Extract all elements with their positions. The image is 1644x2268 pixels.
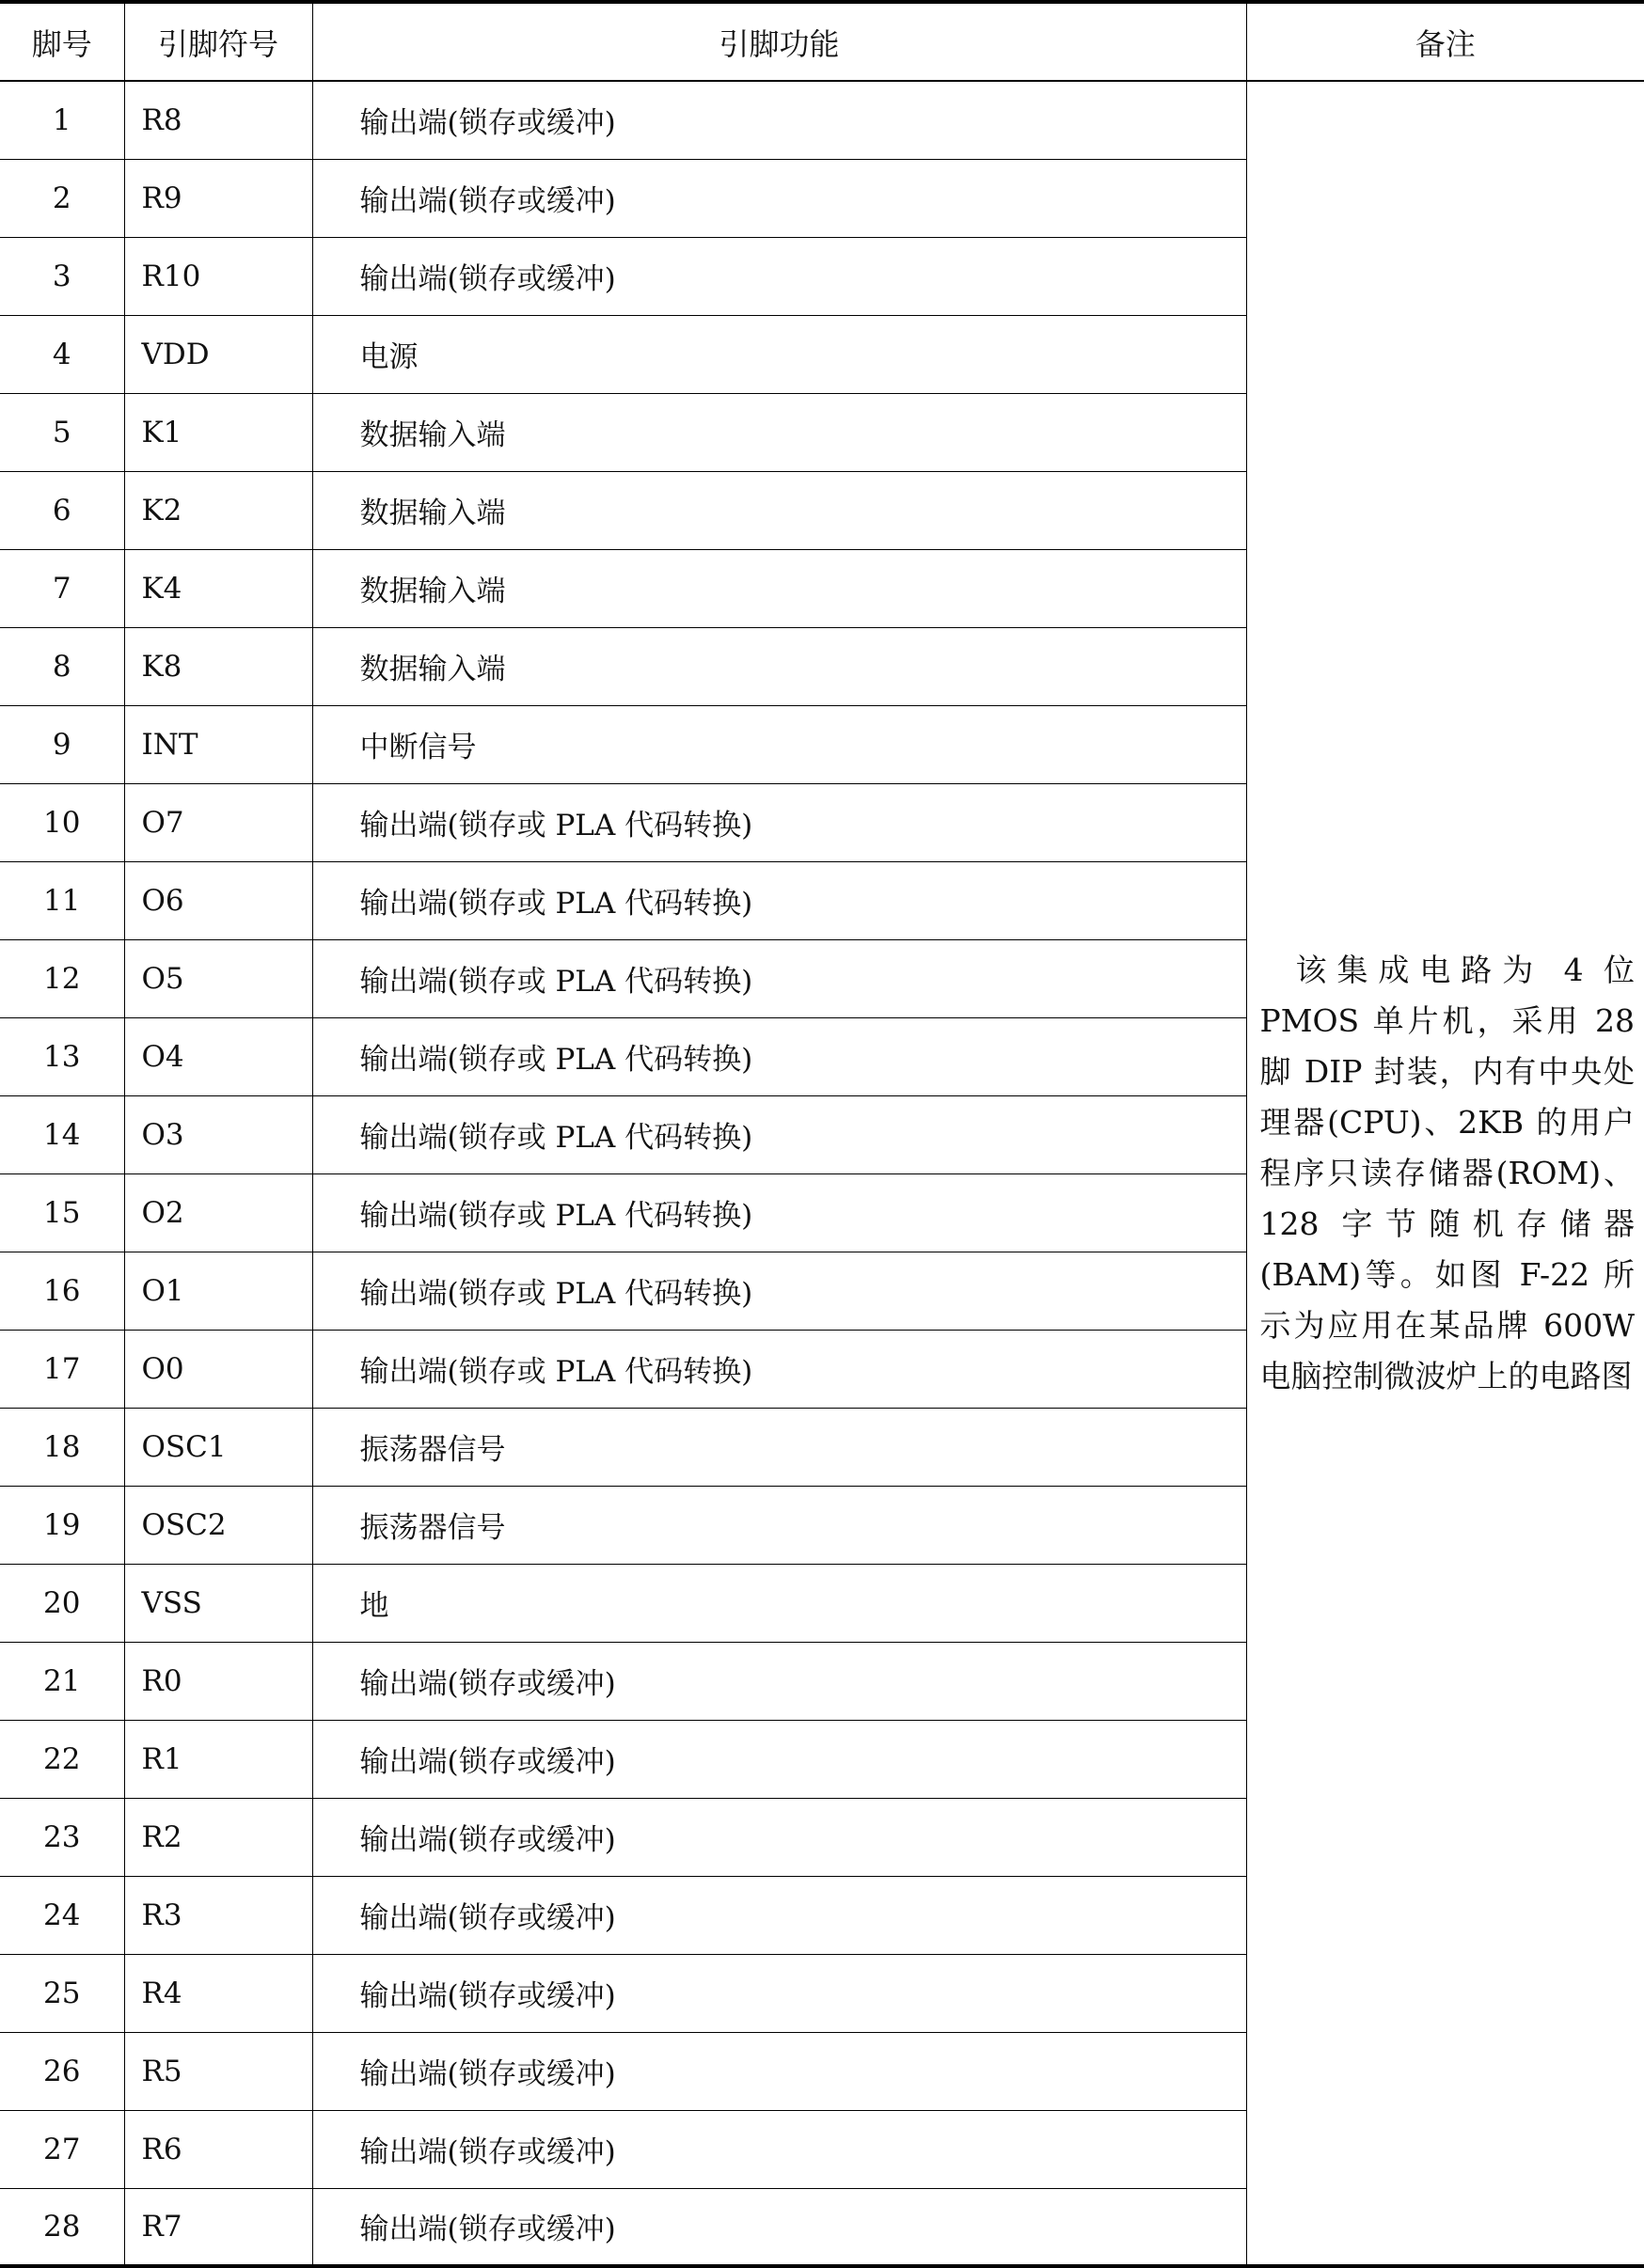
pin-symbol-cell: O1: [124, 1252, 312, 1330]
pin-function-cell: 输出端(锁存或缓冲): [312, 1798, 1246, 1876]
pin-function-cell: 振荡器信号: [312, 1486, 1246, 1564]
pin-function-cell: 电源: [312, 315, 1246, 393]
pin-symbol-cell: O2: [124, 1173, 312, 1252]
pin-function-cell: 输出端(锁存或缓冲): [312, 1876, 1246, 1954]
pin-number-cell: 7: [0, 549, 124, 627]
pin-symbol-cell: R3: [124, 1876, 312, 1954]
table-header: [0, 2, 1644, 81]
pin-function-cell: 输出端(锁存或 PLA 代码转换): [312, 939, 1246, 1017]
pin-symbol-cell: INT: [124, 705, 312, 783]
pin-number-cell: 6: [0, 471, 124, 549]
header-pin-symbol: 引脚符号: [124, 2, 312, 81]
pin-function-cell: 输出端(锁存或 PLA 代码转换): [312, 1173, 1246, 1252]
pin-number-cell: 22: [0, 1720, 124, 1798]
pin-function-cell: 输出端(锁存或缓冲): [312, 159, 1246, 237]
pin-symbol-cell: R7: [124, 2188, 312, 2266]
pin-symbol-cell: K4: [124, 549, 312, 627]
header-pin-function: 引脚功能: [312, 2, 1246, 81]
pin-number-cell: 20: [0, 1564, 124, 1642]
pin-number-cell: 26: [0, 2032, 124, 2110]
pin-function-cell: 中断信号: [312, 705, 1246, 783]
pin-function-cell: 输出端(锁存或 PLA 代码转换): [312, 1095, 1246, 1173]
pin-function-cell: 振荡器信号: [312, 1408, 1246, 1486]
pin-symbol-cell: R9: [124, 159, 312, 237]
pin-number-cell: 15: [0, 1173, 124, 1252]
pin-function-cell: 输出端(锁存或 PLA 代码转换): [312, 1330, 1246, 1408]
pin-number-cell: 10: [0, 783, 124, 861]
pin-symbol-cell: R8: [124, 81, 312, 159]
pin-symbol-cell: O5: [124, 939, 312, 1017]
pin-symbol-cell: R4: [124, 1954, 312, 2032]
header-note: 备注: [1246, 2, 1644, 81]
pin-symbol-cell: K1: [124, 393, 312, 471]
pin-symbol-cell: O7: [124, 783, 312, 861]
pin-function-cell: 输出端(锁存或缓冲): [312, 1720, 1246, 1798]
pin-symbol-cell: K2: [124, 471, 312, 549]
pin-number-cell: 4: [0, 315, 124, 393]
pin-symbol-cell: R10: [124, 237, 312, 315]
pin-symbol-cell: VSS: [124, 1564, 312, 1642]
pin-number-cell: 28: [0, 2188, 124, 2266]
pin-function-cell: 输出端(锁存或缓冲): [312, 237, 1246, 315]
pin-number-cell: 9: [0, 705, 124, 783]
pin-number-cell: 14: [0, 1095, 124, 1173]
pin-function-cell: 输出端(锁存或缓冲): [312, 2032, 1246, 2110]
pin-function-cell: 数据输入端: [312, 393, 1246, 471]
pin-function-cell: 数据输入端: [312, 549, 1246, 627]
pin-number-cell: 16: [0, 1252, 124, 1330]
pin-symbol-cell: OSC2: [124, 1486, 312, 1564]
pin-number-cell: 25: [0, 1954, 124, 2032]
pin-symbol-cell: R1: [124, 1720, 312, 1798]
pin-symbol-cell: VDD: [124, 315, 312, 393]
pin-number-cell: 21: [0, 1642, 124, 1720]
pin-number-cell: 11: [0, 861, 124, 939]
pin-function-cell: 输出端(锁存或 PLA 代码转换): [312, 783, 1246, 861]
pin-number-cell: 12: [0, 939, 124, 1017]
pin-symbol-cell: R6: [124, 2110, 312, 2188]
pin-number-cell: 27: [0, 2110, 124, 2188]
pin-function-cell: 输出端(锁存或缓冲): [312, 1642, 1246, 1720]
pin-function-cell: 输出端(锁存或 PLA 代码转换): [312, 1017, 1246, 1095]
pin-number-cell: 19: [0, 1486, 124, 1564]
pin-number-cell: 23: [0, 1798, 124, 1876]
pin-symbol-cell: O0: [124, 1330, 312, 1408]
pin-number-cell: 18: [0, 1408, 124, 1486]
pin-number-cell: 3: [0, 237, 124, 315]
pin-function-cell: 输出端(锁存或缓冲): [312, 81, 1246, 159]
pin-function-cell: 数据输入端: [312, 471, 1246, 549]
pin-symbol-cell: O6: [124, 861, 312, 939]
pin-number-cell: 1: [0, 81, 124, 159]
pin-symbol-cell: O4: [124, 1017, 312, 1095]
note-cell: 该集成电路为 4 位 PMOS 单片机，采用 28 脚 DIP 封装，内有中央处理器(CPU)、2KB 的用户程序只读存储器(ROM)、128 字节随机存储器(BAM)等。如图 F-22 所示为应用在某品牌 600W 电脑控制微波炉上的电路图: [1246, 81, 1644, 2266]
table-body: [0, 81, 1644, 2266]
pin-function-cell: 输出端(锁存或缓冲): [312, 2188, 1246, 2266]
pin-number-cell: 2: [0, 159, 124, 237]
pin-symbol-cell: O3: [124, 1095, 312, 1173]
pin-number-cell: 17: [0, 1330, 124, 1408]
pin-symbol-cell: R0: [124, 1642, 312, 1720]
table-row: [0, 81, 1644, 159]
header-pin-number: 脚号: [0, 2, 124, 81]
header-row: [0, 2, 1644, 81]
pin-number-cell: 5: [0, 393, 124, 471]
pin-function-cell: 地: [312, 1564, 1246, 1642]
pin-number-cell: 8: [0, 627, 124, 705]
pin-function-cell: 输出端(锁存或缓冲): [312, 1954, 1246, 2032]
pin-function-cell: 输出端(锁存或 PLA 代码转换): [312, 1252, 1246, 1330]
pin-symbol-cell: OSC1: [124, 1408, 312, 1486]
pin-symbol-cell: R2: [124, 1798, 312, 1876]
pin-function-cell: 输出端(锁存或 PLA 代码转换): [312, 861, 1246, 939]
pin-function-cell: 数据输入端: [312, 627, 1246, 705]
pin-symbol-cell: R5: [124, 2032, 312, 2110]
pin-number-cell: 13: [0, 1017, 124, 1095]
pin-function-cell: 输出端(锁存或缓冲): [312, 2110, 1246, 2188]
pin-symbol-cell: K8: [124, 627, 312, 705]
pin-number-cell: 24: [0, 1876, 124, 1954]
